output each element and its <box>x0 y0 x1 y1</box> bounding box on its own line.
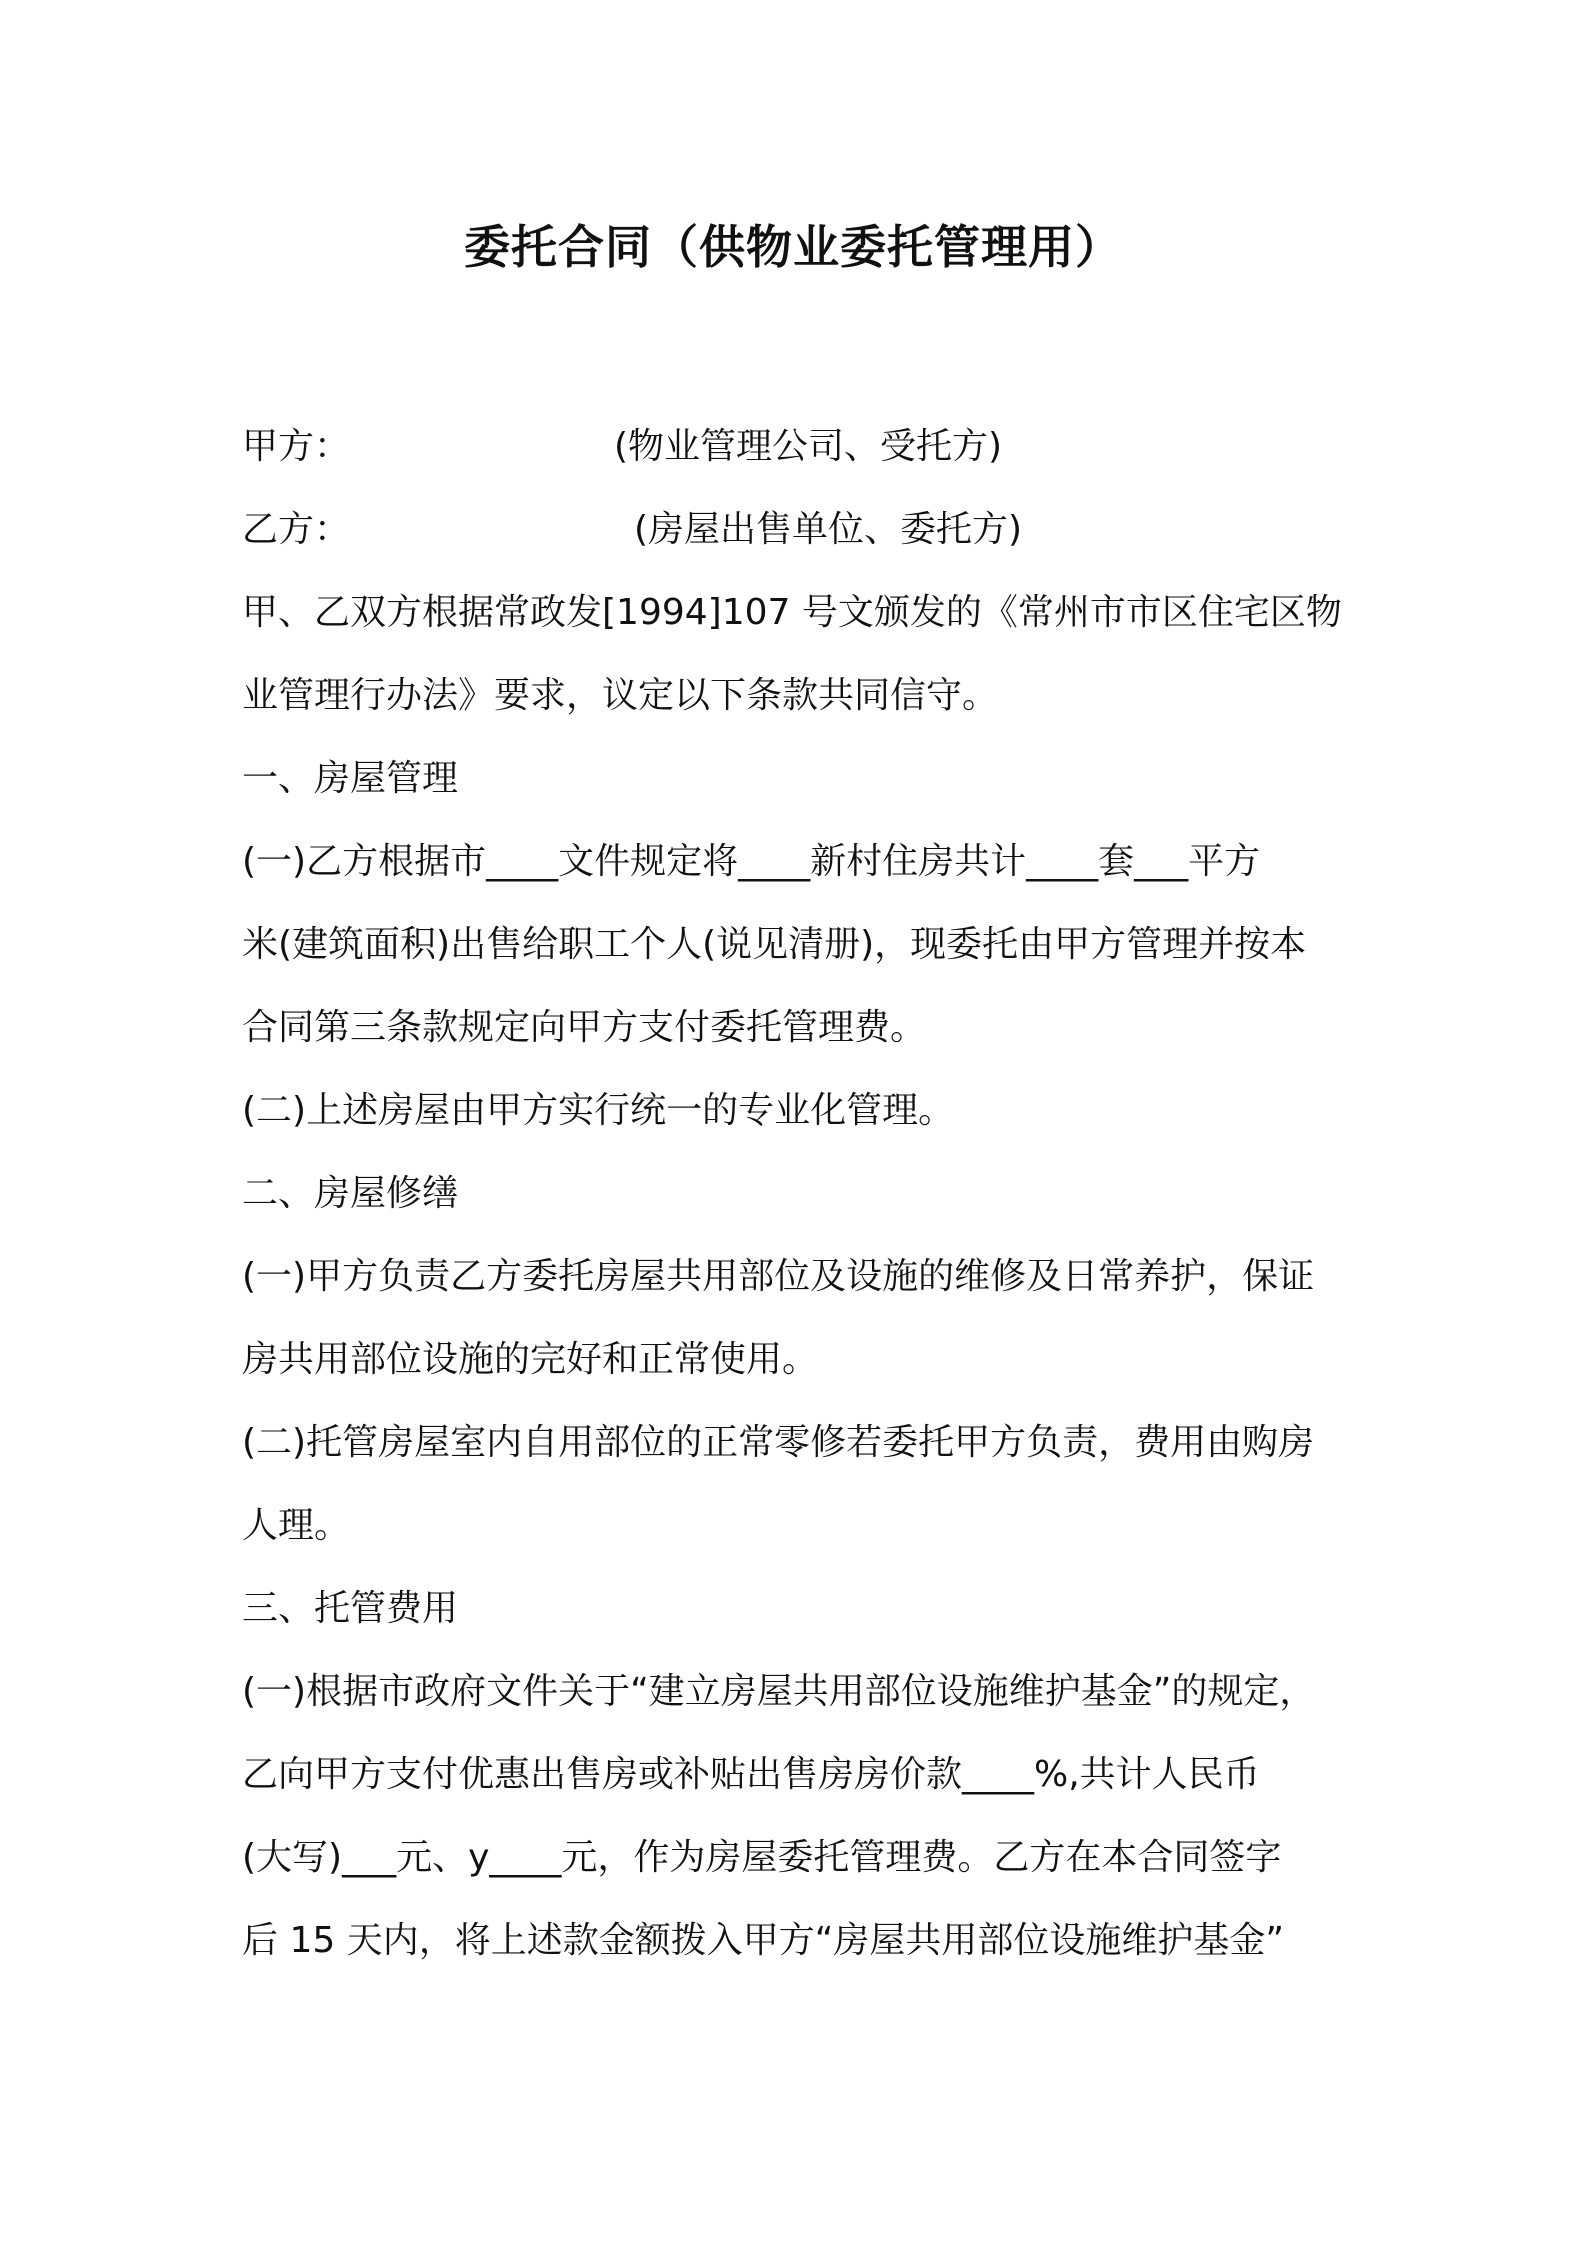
body-line: 米(建筑面积)出售给职工个人(说见清册)，现委托由甲方管理并按本 <box>242 924 1307 965</box>
section-heading: 三、托管费用 <box>242 1588 459 1629</box>
section-heading: 二、房屋修缮 <box>242 1173 459 1214</box>
party-a-description: (物业管理公司、受托方) <box>614 426 1003 467</box>
body-line: (一)乙方根据市____文件规定将____新村住房共计____套___平方 <box>242 841 1261 882</box>
body-line: 房共用部位设施的完好和正常使用。 <box>242 1339 819 1380</box>
document-title: 委托合同（供物业委托管理用） <box>464 220 1122 274</box>
document-body <box>242 405 1350 1982</box>
body-line: 业管理行办法》要求，议定以下条款共同信守。 <box>242 675 999 716</box>
body-line: 甲、乙双方根据常政发[1994]107 号文颁发的《常州市市区住宅区物 <box>242 592 1342 633</box>
party-b-line <box>242 488 1350 571</box>
body-line: (一)甲方负责乙方委托房屋共用部位及设施的维修及日常养护，保证 <box>242 1256 1315 1297</box>
body-line: 合同第三条款规定向甲方支付委托管理费。 <box>242 1007 927 1048</box>
body-line: (二)上述房屋由甲方实行统一的专业化管理。 <box>242 1090 955 1131</box>
section-heading: 一、房屋管理 <box>242 758 459 799</box>
party-a-line <box>242 405 1350 488</box>
body-line: 后 15 天内，将上述款金额拨入甲方“房屋共用部位设施维护基金” <box>242 1920 1284 1961</box>
body-line: 人理。 <box>242 1505 351 1546</box>
party-b-label: 乙方： <box>242 509 351 550</box>
body-line: (大写)___元、y____元，作为房屋委托管理费。乙方在本合同签字 <box>242 1837 1282 1878</box>
body-line: (二)托管房屋室内自用部位的正常零修若委托甲方负责，费用由购房 <box>242 1422 1315 1463</box>
body-line: (一)根据市政府文件关于“建立房屋共用部位设施维护基金”的规定， <box>242 1671 1316 1712</box>
party-a-label: 甲方： <box>242 426 351 467</box>
party-b-description: (房屋出售单位、委托方) <box>634 509 1023 550</box>
body-line: 乙向甲方支付优惠出售房或补贴出售房房价款____%,共计人民币 <box>242 1754 1260 1795</box>
